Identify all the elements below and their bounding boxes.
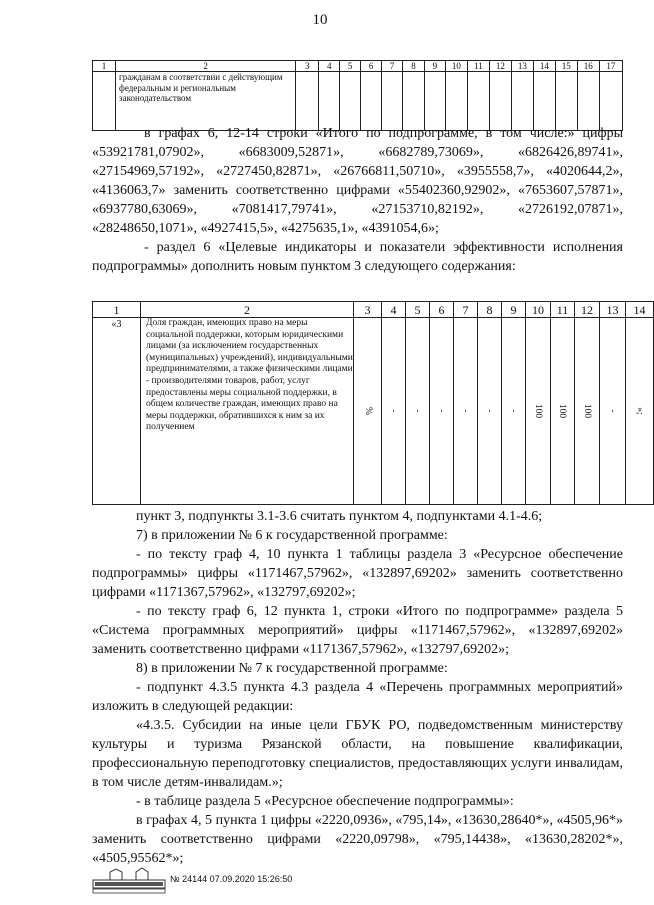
header-cell: 3	[296, 61, 319, 72]
header-cell: 1	[93, 61, 116, 72]
text-block-top	[92, 124, 623, 276]
header-cell: 4	[382, 302, 406, 318]
paragraph-renumber: пункт 3, подпункты 3.1-3.6 считать пунктом 4, подпунктами 4.1-4.6;	[136, 509, 543, 524]
header-cell: 13	[511, 61, 533, 72]
header-cell: 12	[575, 302, 600, 318]
paragraph-appendix6: 7) в приложении № 6 к государственной программе:	[136, 528, 448, 543]
unit-cell	[354, 318, 382, 505]
paragraph-appendix6-item1: - по тексту граф 4, 10 пункта 1 таблицы раздела 3 «Ресурсное обеспечение подпрограммы» цифры «1171467,57962», «132897,69202» заменить соответственно цифрами «1171367,57962», «132797,69202»;	[92, 547, 623, 600]
header-cell: 10	[526, 302, 551, 318]
value-cell: 100	[575, 318, 600, 505]
paragraph-appendix6-item2: - по тексту граф 6, 12 пункта 1, строки «Итого по подпрограмме» раздела 5 «Система программных мероприятий» цифры «1171467,57962», «132897,69202» заменить соответственно цифрами «1171367,57962», «132797,69202»;	[92, 604, 623, 657]
header-cell: 17	[599, 61, 622, 72]
header-cell: 16	[577, 61, 599, 72]
paragraph-section5: - в таблице раздела 5 «Ресурсное обеспечение подпрограммы»:	[136, 794, 514, 809]
document-registration: № 24144 07.09.2020 15:26:50	[170, 874, 293, 884]
table-indicators	[92, 301, 654, 505]
header-cell: 2	[116, 61, 296, 72]
paragraph-subsidies: «4.3.5. Субсидии на иные цели ГБУК РО, подведомственным министерству культуры и туризма Рязанской области, на повышение квалификации, профессиональную переподготовку специалистов, предоставляющих услуги инвалидам, в том числе детям-инвалидам.»;	[92, 718, 623, 790]
unit-value: %	[362, 407, 373, 415]
registry-stamp-icon	[92, 866, 166, 894]
value-cell: -	[382, 318, 406, 505]
header-cell: 6	[430, 302, 454, 318]
header-cell: 6	[361, 61, 382, 72]
paragraph-section6: - раздел 6 «Целевые индикаторы и показатели эффективности исполнения подпрограммы» дополнить новым пунктом 3 следующего содержания:	[92, 240, 623, 274]
value-cell: -	[478, 318, 502, 505]
row-description: Доля граждан, имеющих право на меры социальной поддержки, которым юридическими лицами (за исключением государственных (муниципальных) учреждений), индивидуальными предпринимателями, а также физическими лицами - производителями товаров, работ, услуг предоставлены меры социальной поддержки, в общем количестве граждан, имеющих право на меры поддержки, обратившихся к ним за их получением	[141, 318, 354, 505]
header-cell: 8	[478, 302, 502, 318]
paragraph-appendix7: 8) в приложении № 7 к государственной программе:	[136, 661, 448, 676]
header-cell: 11	[551, 302, 575, 318]
row-number: «3	[93, 318, 141, 505]
table-header-row	[93, 61, 623, 72]
header-cell: 8	[402, 61, 424, 72]
value-cell: -	[502, 318, 526, 505]
value-cell: -	[430, 318, 454, 505]
paragraph-appendix7-item1: - подпункт 4.3.5 пункта 4.3 раздела 4 «Перечень программных мероприятий» изложить в следующей редакции:	[92, 680, 623, 714]
header-cell: 7	[454, 302, 478, 318]
header-cell: 1	[93, 302, 141, 318]
table-row	[93, 318, 654, 505]
header-cell: 12	[489, 61, 511, 72]
value-cell: -	[454, 318, 478, 505]
page-number: 10	[312, 12, 328, 28]
header-cell: 2	[141, 302, 354, 318]
value-cell: »;	[626, 318, 654, 505]
header-cell: 14	[626, 302, 654, 318]
paragraph-figures: в графах 4, 5 пункта 1 цифры «2220,0936», «795,14», «13630,28640*», «4505,96*» заменить соответственно цифрами «2220,09798», «795,14438», «13630,28202*», «4505,95562*»;	[92, 813, 623, 866]
text-block-bottom	[92, 507, 623, 868]
header-cell: 5	[406, 302, 430, 318]
header-cell: 15	[555, 61, 577, 72]
header-cell: 14	[533, 61, 555, 72]
row-description: гражданам в соответствии с действующим федеральным и региональным законодательством	[116, 72, 296, 131]
value-cell: 100	[526, 318, 551, 505]
value-cell: 100	[551, 318, 575, 505]
header-cell: 11	[467, 61, 489, 72]
header-cell: 13	[600, 302, 626, 318]
header-cell: 9	[424, 61, 445, 72]
header-cell: 5	[340, 61, 361, 72]
table-row	[93, 72, 623, 131]
paragraph-totals: в графах 6, 12-14 строки «Итого по подпрограмме, в том числе:» цифры «53921781,07902», «6683009,52871», «6682789,73069», «6826426,89741», «27154969,57192», «2727450,82871», «26766811,50710», «3955558,7», «4020644,2», «4136063,7» заменить соответственно цифрами «55402360,92902», «7653607,57871», «6937780,63069», «7081417,79741», «27153710,82192», «2726192,07871», «28248650,1071», «4927415,5», «4275635,1», «4391054,6»;	[92, 126, 623, 236]
header-cell: 10	[445, 61, 467, 72]
header-cell: 9	[502, 302, 526, 318]
table-fragment-top	[92, 60, 623, 131]
value-cell: -	[406, 318, 430, 505]
header-cell: 3	[354, 302, 382, 318]
table-header-row	[93, 302, 654, 318]
footer	[92, 866, 632, 902]
header-cell: 7	[382, 61, 403, 72]
value-cell: -	[600, 318, 626, 505]
header-cell: 4	[319, 61, 340, 72]
